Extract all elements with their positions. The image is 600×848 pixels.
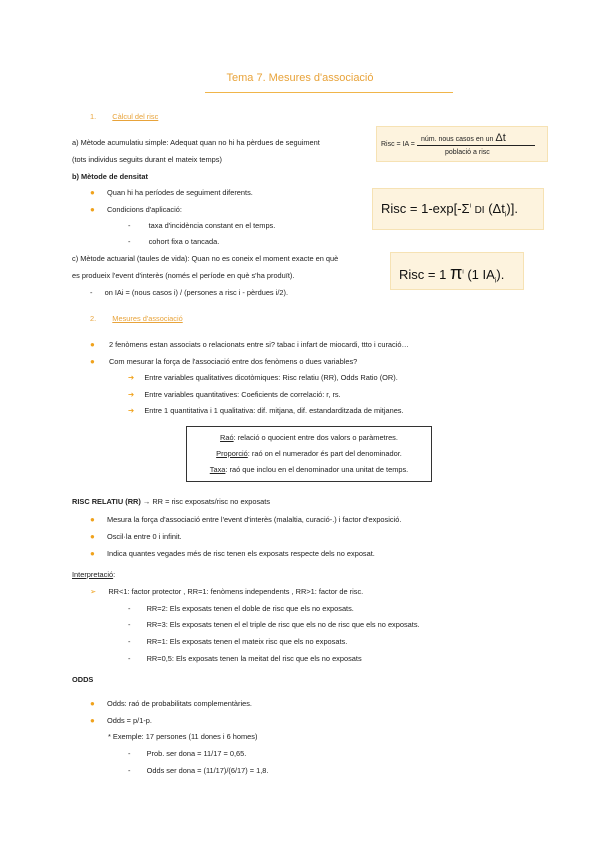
section2-heading	[90, 314, 183, 323]
odds-bullet2: ● Odds = p/1-p.	[90, 716, 152, 725]
odds-heading: ODDS	[72, 675, 94, 684]
odds-bullet1: ● Odds: raó de probabilitats complementàries.	[90, 699, 252, 708]
formula1-numerator: núm. nous casos en un Δt	[421, 132, 506, 144]
assoc-bullet1: ● 2 fenòmens estan associats o relacionats entre si? tabac i infart de miocardi, ttto i curació…	[90, 340, 409, 349]
formula1-denominator: població a risc	[445, 149, 490, 156]
dash-icon: -	[128, 221, 131, 230]
assoc-arrow1: ➔ Entre variables qualitatives dicotòmiques: Risc relatiu (RR), Odds Ratio (OR).	[128, 373, 398, 382]
triangle-bullet-icon: ➢	[90, 587, 97, 596]
odds-sub1: - Prob. ser dona = 11/17 = 0,65.	[128, 749, 247, 758]
metode-b-sub2: - cohort fixa o tancada.	[128, 237, 220, 246]
section2-number: 2.	[90, 314, 97, 323]
arrow-right-icon: ➔	[128, 406, 135, 415]
dash-icon: -	[128, 766, 131, 775]
assoc-bullet2: ● Com mesurar la força de l'associació entre dos fenòmens o dues variables?	[90, 357, 358, 366]
dash-icon: -	[128, 620, 131, 629]
rr-bullet1: ● Mesura la força d'associació entre l'event d'interès (malaltia, curació-.) i factor d'exposició.	[90, 515, 402, 524]
interp-item4: - RR=0,5: Els exposats tenen la meitat del risc que els no exposats	[128, 654, 362, 663]
formula-risc-exp	[372, 188, 544, 230]
bullet-icon: ●	[90, 205, 95, 214]
odds-sub2: - Odds ser dona = (11/17)/(6/17) = 1,8.	[128, 766, 269, 775]
formula-risc-ia	[376, 126, 548, 162]
interp-heading: Interpretació:	[72, 570, 116, 579]
metode-b-sub1: - taxa d'incidència constant en el temps.	[128, 221, 276, 230]
assoc-arrow2: ➔ Entre variables quantitatives: Coeficients de correlació: r, rs.	[128, 390, 341, 399]
formula3-text: Risc = 1 $\pi^i$ (1 $IA_i$).	[399, 263, 505, 285]
rr-heading: RISC RELATIU (RR) → RR = risc exposats/risc no exposats	[72, 497, 271, 506]
bullet-icon: ●	[90, 532, 95, 541]
bullet-icon: ●	[90, 357, 95, 366]
metode-a-line1: a) Mètode acumulatiu simple: Adequat quan no hi ha pèrdues de seguiment	[72, 138, 320, 147]
interp-main: ➢ RR<1: factor protector , RR=1: fenòmens independents , RR>1: factor de risc.	[90, 587, 364, 596]
fraction-bar	[417, 145, 535, 146]
metode-c-line1: c) Mètode actuarial (taules de vida): Quan no es coneix el moment exacte en què	[72, 254, 339, 263]
formula2-text: Risc = $1-\exp[-\Sigma^i$ DI $(\Delta t_i)$].	[381, 201, 518, 219]
formula1-delta: Δt	[495, 132, 506, 144]
metode-c-line2: es produeix l'event d'interès (només el període en què s'ha produït).	[72, 271, 295, 280]
section1-title: Càlcul del risc	[112, 112, 159, 121]
bullet-icon: ●	[90, 549, 95, 558]
assoc-arrow3: ➔ Entre 1 quantitativa i 1 qualitativa: dif. mitjana, dif. estandarditzada de mitjanes.	[128, 406, 404, 415]
metode-b-bullet1: ● Quan hi ha períodes de seguiment diferents.	[90, 188, 253, 197]
dash-icon: -	[128, 604, 131, 613]
interp-item1: - RR=2: Els exposats tenen el doble de risc que els no exposats.	[128, 604, 354, 613]
section2-title: Mesures d'associació	[112, 314, 183, 323]
interp-item3: - RR=1: Els exposats tenen el mateix risc que els no exposats.	[128, 637, 348, 646]
bullet-icon: ●	[90, 515, 95, 524]
dash-icon: -	[128, 637, 131, 646]
section1-number: 1.	[90, 112, 97, 121]
definitions-box	[186, 426, 432, 482]
bullet-icon: ●	[90, 340, 95, 349]
page-title: Tema 7. Mesures d'associació	[226, 72, 374, 84]
metode-c-bullet: - on IAi = (nous casos i) / (persones a risc i - pèrdues i/2).	[90, 288, 288, 297]
interp-item2: - RR=3: Els exposats tenen el el triple de risc que els no de risc que els no exposats.	[128, 620, 420, 629]
def-rao: Raó: relació o quocient entre dos valors o paràmetres.	[220, 433, 398, 442]
title-underline	[205, 92, 453, 93]
metode-b-heading: b) Mètode de densitat	[72, 172, 148, 181]
metode-b-bullet2: ● Condicions d'aplicació:	[90, 205, 182, 214]
formula1-left: Risc = IA =	[381, 141, 415, 148]
def-taxa: Taxa: raó que inclou en el denominador una unitat de temps.	[209, 465, 409, 474]
rr-bullet3: ● Indica quantes vegades més de risc tenen els exposats respecte dels no exposat.	[90, 549, 375, 558]
bullet-icon: ●	[90, 699, 95, 708]
def-proporcio: Proporció: raó on el numerador és part del denominador.	[216, 449, 402, 458]
bullet-icon: ●	[90, 716, 95, 725]
arrow-right-icon: ➔	[128, 390, 135, 399]
metode-a-line2: (tots individus seguits durant el mateix temps)	[72, 155, 222, 164]
rr-bullet2: ● Oscil·la entre 0 i infinit.	[90, 532, 182, 541]
formula-risc-actuarial	[390, 252, 524, 290]
arrow-right-icon: ➔	[128, 373, 135, 382]
section1-heading	[90, 112, 158, 121]
dash-icon: -	[128, 749, 131, 758]
dash-icon: -	[128, 237, 131, 246]
dash-icon: -	[90, 288, 93, 297]
dash-icon: -	[128, 654, 131, 663]
bullet-icon: ●	[90, 188, 95, 197]
odds-example: * Exemple: 17 persones (11 dones i 6 homes)	[108, 732, 258, 741]
